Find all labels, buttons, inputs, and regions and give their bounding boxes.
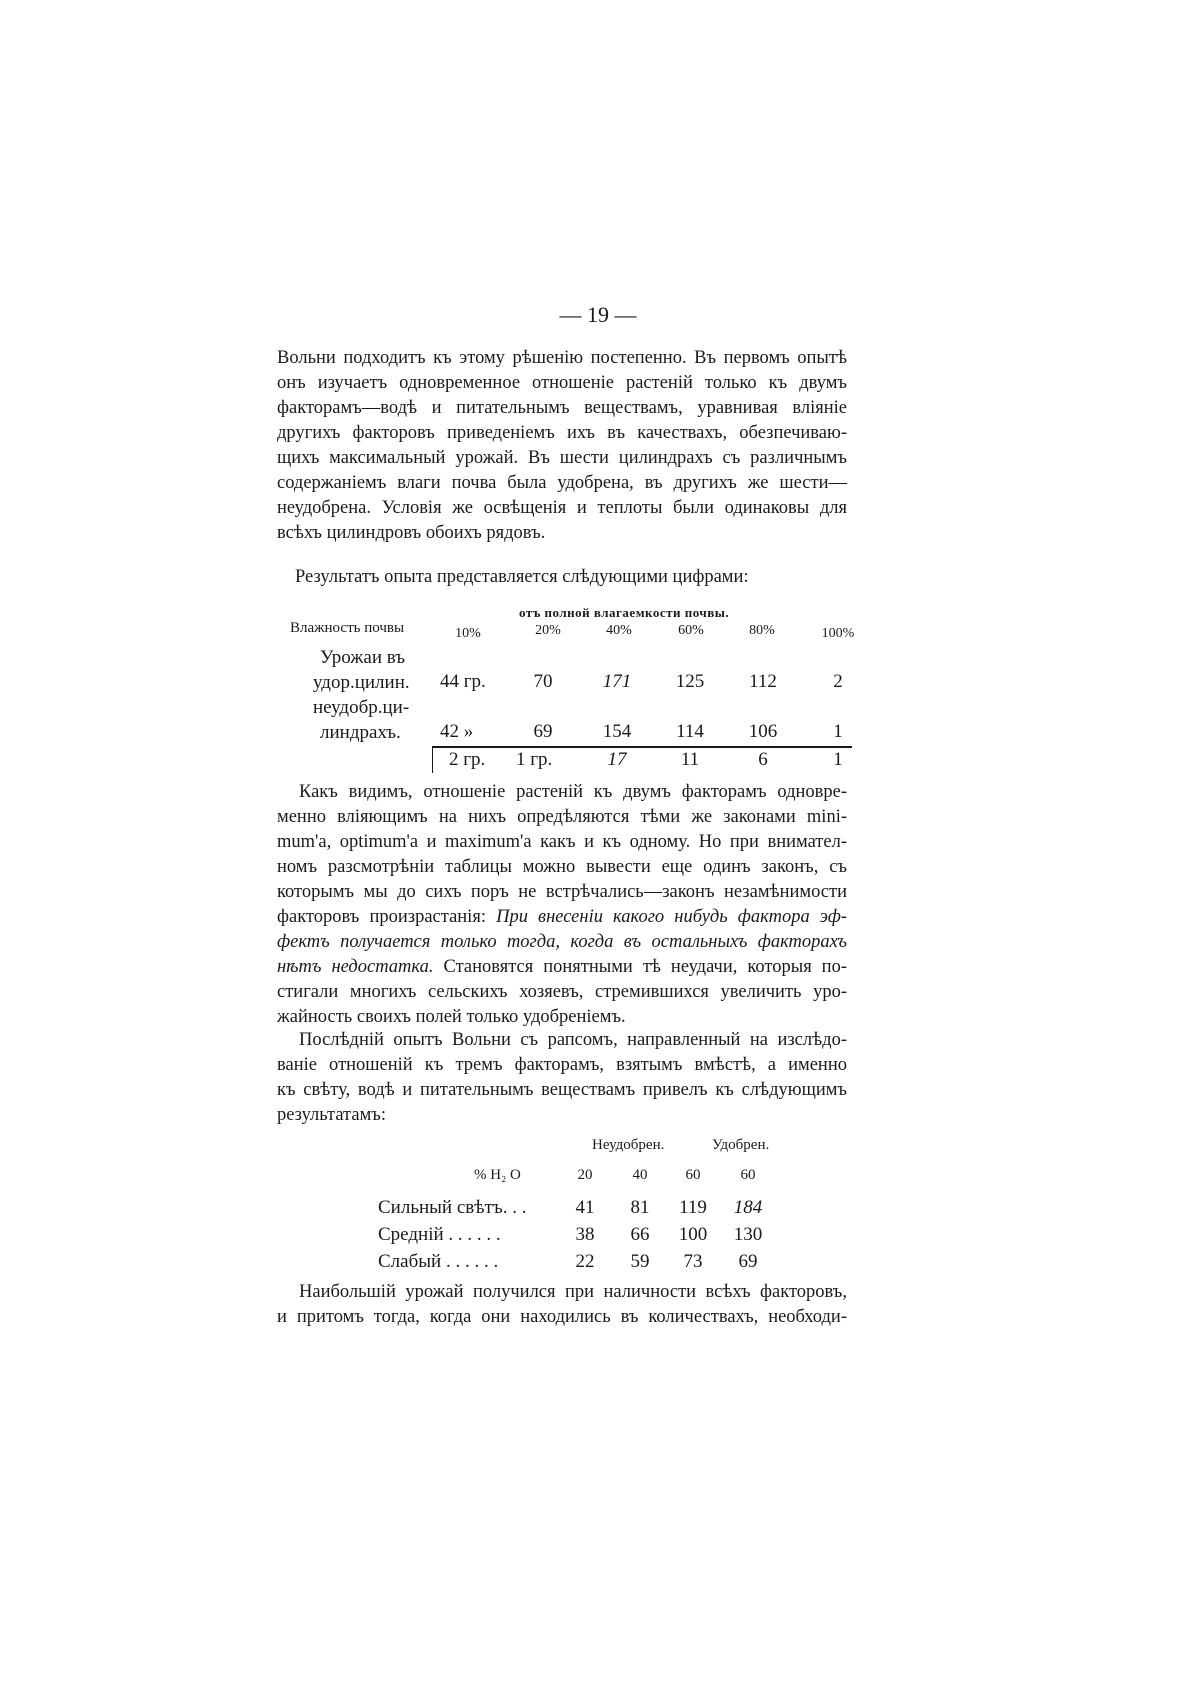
table-2-cell: 119: [679, 1197, 707, 1218]
text-line: и притомъ тогда, когда они находились въ количествахъ, необходи-: [277, 1307, 847, 1327]
table-1-cell: 42 »: [440, 721, 474, 742]
paragraph-3: [277, 1028, 847, 1128]
table-1-cell: 125: [675, 671, 705, 692]
table-1-cell: 6: [758, 749, 768, 770]
text-line: неудобрена. Условія же освѣщенія и теплоты были одинаковы для: [277, 498, 847, 518]
table-2-cell: 184: [733, 1197, 763, 1218]
text-line: ваніе отношеній къ тремъ факторамъ, взятымъ вмѣстѣ, а именно: [277, 1055, 847, 1075]
table-1-cell: 1: [833, 749, 843, 770]
text-fragment: Становятся понятными тѣ неудачи, которыя по-: [443, 957, 847, 977]
table-2-cell: 38: [575, 1224, 595, 1245]
table-1-row-label: Влажность почвы: [290, 620, 405, 636]
table-1-group-label: Урожаи въ: [320, 647, 406, 668]
table-1-cell: 1 гр.: [516, 749, 553, 770]
page-number: — 19 —: [559, 302, 637, 327]
text-line: факторамъ—водѣ и питательнымъ веществамъ, уравнивая вліяніе: [277, 398, 847, 418]
text-line: [277, 955, 847, 980]
table-2-cell: 81: [630, 1197, 650, 1218]
text-line: результатамъ:: [277, 1105, 386, 1125]
table-1-sum-rule: [432, 746, 852, 748]
table-1-cell: 114: [676, 721, 704, 742]
text-line: Послѣдній опытъ Вольни съ рапсомъ, направленный на изслѣдо-: [299, 1030, 847, 1050]
text-line: Вольни подходитъ къ этому рѣшенію постепенно. Въ первомъ опытѣ: [277, 348, 847, 368]
text-line: къ свѣту, водѣ и питательнымъ веществамъ привелъ къ слѣдующимъ: [277, 1080, 847, 1100]
paragraph-2: [277, 780, 847, 1030]
table-1-group-label: неудобр.ци-: [313, 697, 410, 718]
table-1-col-header: 10%: [455, 626, 481, 641]
table-2-col-header: 20: [577, 1167, 593, 1183]
text-line: содержаніемъ влаги почва была удобрена, въ другихъ же шести—: [277, 473, 847, 493]
table-1-col-header: 100%: [821, 626, 855, 641]
law-statement: нѣтъ недостатка.: [277, 957, 434, 977]
table-1-intro: [295, 565, 835, 590]
table-1-group-label: линдрахъ.: [320, 722, 401, 743]
table-1-cell: 171: [602, 671, 632, 692]
law-name: факторовъ произрастанія:: [277, 907, 486, 927]
text-line: жайность своихъ полей только удобреніемъ.: [277, 1007, 626, 1027]
text-line: другихъ факторовъ приведеніемъ ихъ въ качествахъ, обезпечиваю-: [277, 423, 847, 443]
table-2-col-header: 60: [685, 1167, 701, 1183]
table-1-cell: 17: [607, 749, 627, 770]
text-line: Какъ видимъ, отношеніе растеній къ двумъ факторамъ одновре-: [299, 782, 847, 802]
table-1-cell: 106: [748, 721, 778, 742]
table-1-cell: 2 гр.: [449, 749, 486, 770]
table-2-group-header: Неудобрен.: [592, 1137, 665, 1153]
table-2-cell: 59: [630, 1251, 650, 1272]
table-1-cell: 2: [833, 671, 843, 692]
text-line: онъ изучаетъ одновременное отношеніе растеній только къ двумъ: [277, 373, 847, 393]
table-1-cell: 44 гр.: [440, 671, 486, 692]
table-1-cell: 69: [533, 721, 553, 742]
text-line: [277, 930, 847, 955]
law-statement: При внесеніи какого нибудь фактора эф-: [496, 907, 847, 927]
table-1-cell: 70: [533, 671, 553, 692]
table-2-cell: 69: [738, 1251, 758, 1272]
table-1-col-header: 80%: [749, 623, 775, 638]
table-1-span-header: отъ полной влагаемкости почвы.: [519, 605, 730, 620]
table-2-cell: 66: [630, 1224, 650, 1245]
table-1-cell: 112: [749, 671, 777, 692]
text-line: Наибольшій урожай получился при наличности всѣхъ факторовъ,: [299, 1282, 847, 1302]
paragraph-4: [277, 1280, 847, 1330]
table-2-row-label: Средній . . . . . .: [378, 1224, 501, 1245]
text-line: стигали многихъ сельскихъ хозяевъ, стремившихся увеличить уро-: [277, 982, 847, 1002]
table-1-col-header: 60%: [678, 623, 704, 638]
text-line: номъ разсмотрѣніи таблицы можно вывести еще одинъ законъ, съ: [277, 857, 847, 877]
table-1-group-label: удор.цилин.: [313, 672, 410, 693]
text-line: менно вліяющимъ на нихъ опредѣляются тѣми же законами mini-: [277, 807, 847, 827]
paragraph-1: [277, 346, 847, 546]
table-2-row-label: Сильный свѣтъ. . .: [378, 1197, 527, 1218]
table-2-row-label: Слабый . . . . . .: [378, 1251, 499, 1272]
table-1-cell: 11: [680, 749, 700, 770]
law-statement: фектъ получается только тогда, когда въ остальныхъ факторахъ: [277, 932, 847, 952]
text-line: щихъ максимальный урожай. Въ шести цилиндрахъ съ различнымъ: [277, 448, 847, 468]
text-line: которымъ мы до сихъ поръ не встрѣчались—законъ незамѣнимости: [277, 882, 847, 902]
text-line: mum'а, optimum'а и maximum'а какъ и къ одному. Но при внимател-: [277, 832, 847, 852]
table-2-cell: 100: [678, 1224, 708, 1245]
text-line: всѣхъ цилиндровъ обоихъ рядовъ.: [277, 523, 546, 543]
table-2-col-header: 40: [632, 1167, 648, 1183]
table-2-cell: 22: [575, 1251, 595, 1272]
table-1-cell: 1: [833, 721, 843, 742]
table-2-col-header: 60: [740, 1167, 756, 1183]
table-1-divider: [432, 746, 433, 773]
table-1-col-header: 40%: [606, 623, 632, 638]
table-1-cell: 154: [602, 721, 632, 742]
table-2-cell: 73: [683, 1251, 703, 1272]
table-2-group-header: Удобрен.: [712, 1137, 770, 1153]
table-2-cell: 41: [575, 1197, 595, 1218]
text-line: Результатъ опыта представляется слѣдующими цифрами:: [295, 567, 749, 587]
table-2-row-label: % H₂ O: [474, 1167, 521, 1183]
table-2-cell: 130: [733, 1224, 763, 1245]
table-1-col-header: 20%: [535, 623, 561, 638]
text-line: [277, 905, 847, 930]
